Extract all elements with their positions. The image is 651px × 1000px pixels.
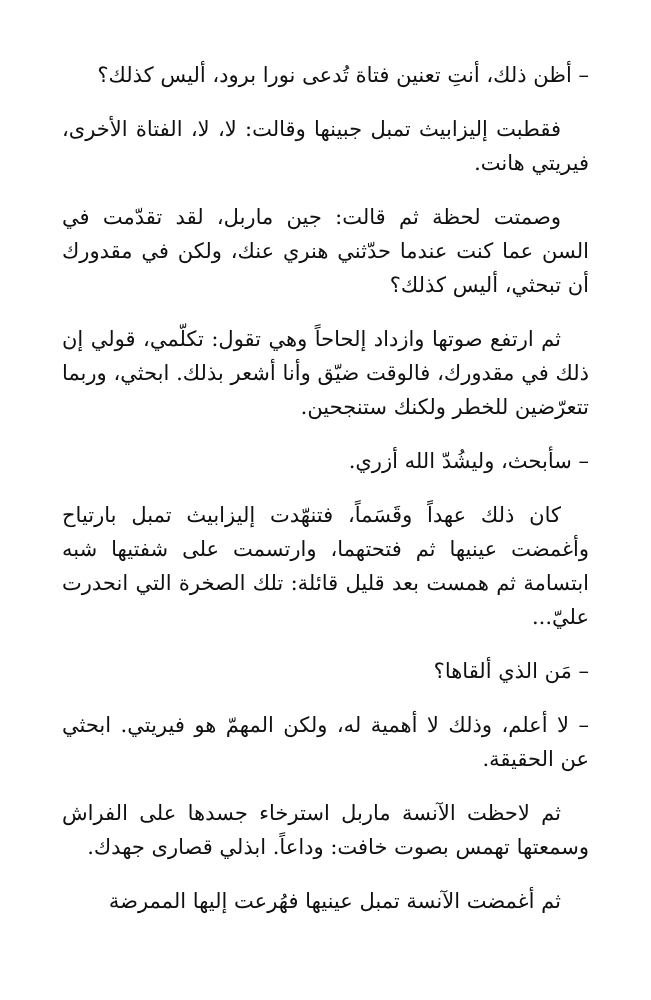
- paragraph-4: ثم ارتفع صوتها وازداد إلحاحاً وهي تقول: تكلّمي، قولي إن ذلك في مقدورك، فالوقت ضيّق وأنا أشعر بذلك. ابحثي، وربما تتعرّضين للخطر ولكنك ستنجحين.: [62, 327, 589, 419]
- paragraph-6: كان ذلك عهداً وقَسَماً، فتنهّدت إليزابيث تمبل بارتياح وأغمضت عينيها ثم فتحتهما، وارتسمت على شفتيها شبه ابتسامة ثم همست بعد قليل قائلة: تلك الصخرة التي انحدرت عليّ...: [62, 503, 589, 629]
- paragraph-10: ثم أغمضت الآنسة تمبل عينيها فهُرعت إليها الممرضة: [108, 889, 561, 913]
- paragraph-dialog-8: – لا أعلم، وذلك لا أهمية له، ولكن المهمّ هو فيريتي. ابحثي عن الحقيقة.: [62, 713, 589, 771]
- paragraph-3: وصمتت لحظة ثم قالت: جين ماربل، لقد تقدّمت في السن عما كنت عندما حدّثني هنري عنك، ولكن في مقدورك أن تبحثي، أليس كذلك؟: [62, 205, 589, 297]
- paragraph-dialog-5: – سأبحث، وليشُدّ الله أزري.: [348, 449, 589, 473]
- paragraph-dialog-7: – مَن الذي ألقاها؟: [433, 659, 589, 683]
- paragraph-2: فقطبت إليزابيث تمبل جبينها وقالت: لا، لا، الفتاة الأخرى، فيريتي هانت.: [62, 117, 589, 175]
- paragraph-dialog-1: – أظن ذلك، أنتِ تعنين فتاة تُدعى نورا برود، أليس كذلك؟: [97, 63, 589, 87]
- paragraph-9: ثم لاحظت الآنسة ماربل استرخاء جسدها على الفراش وسمعتها تهمس بصوت خافت: وداعاً. ابذلي قصارى جهدك.: [62, 801, 589, 859]
